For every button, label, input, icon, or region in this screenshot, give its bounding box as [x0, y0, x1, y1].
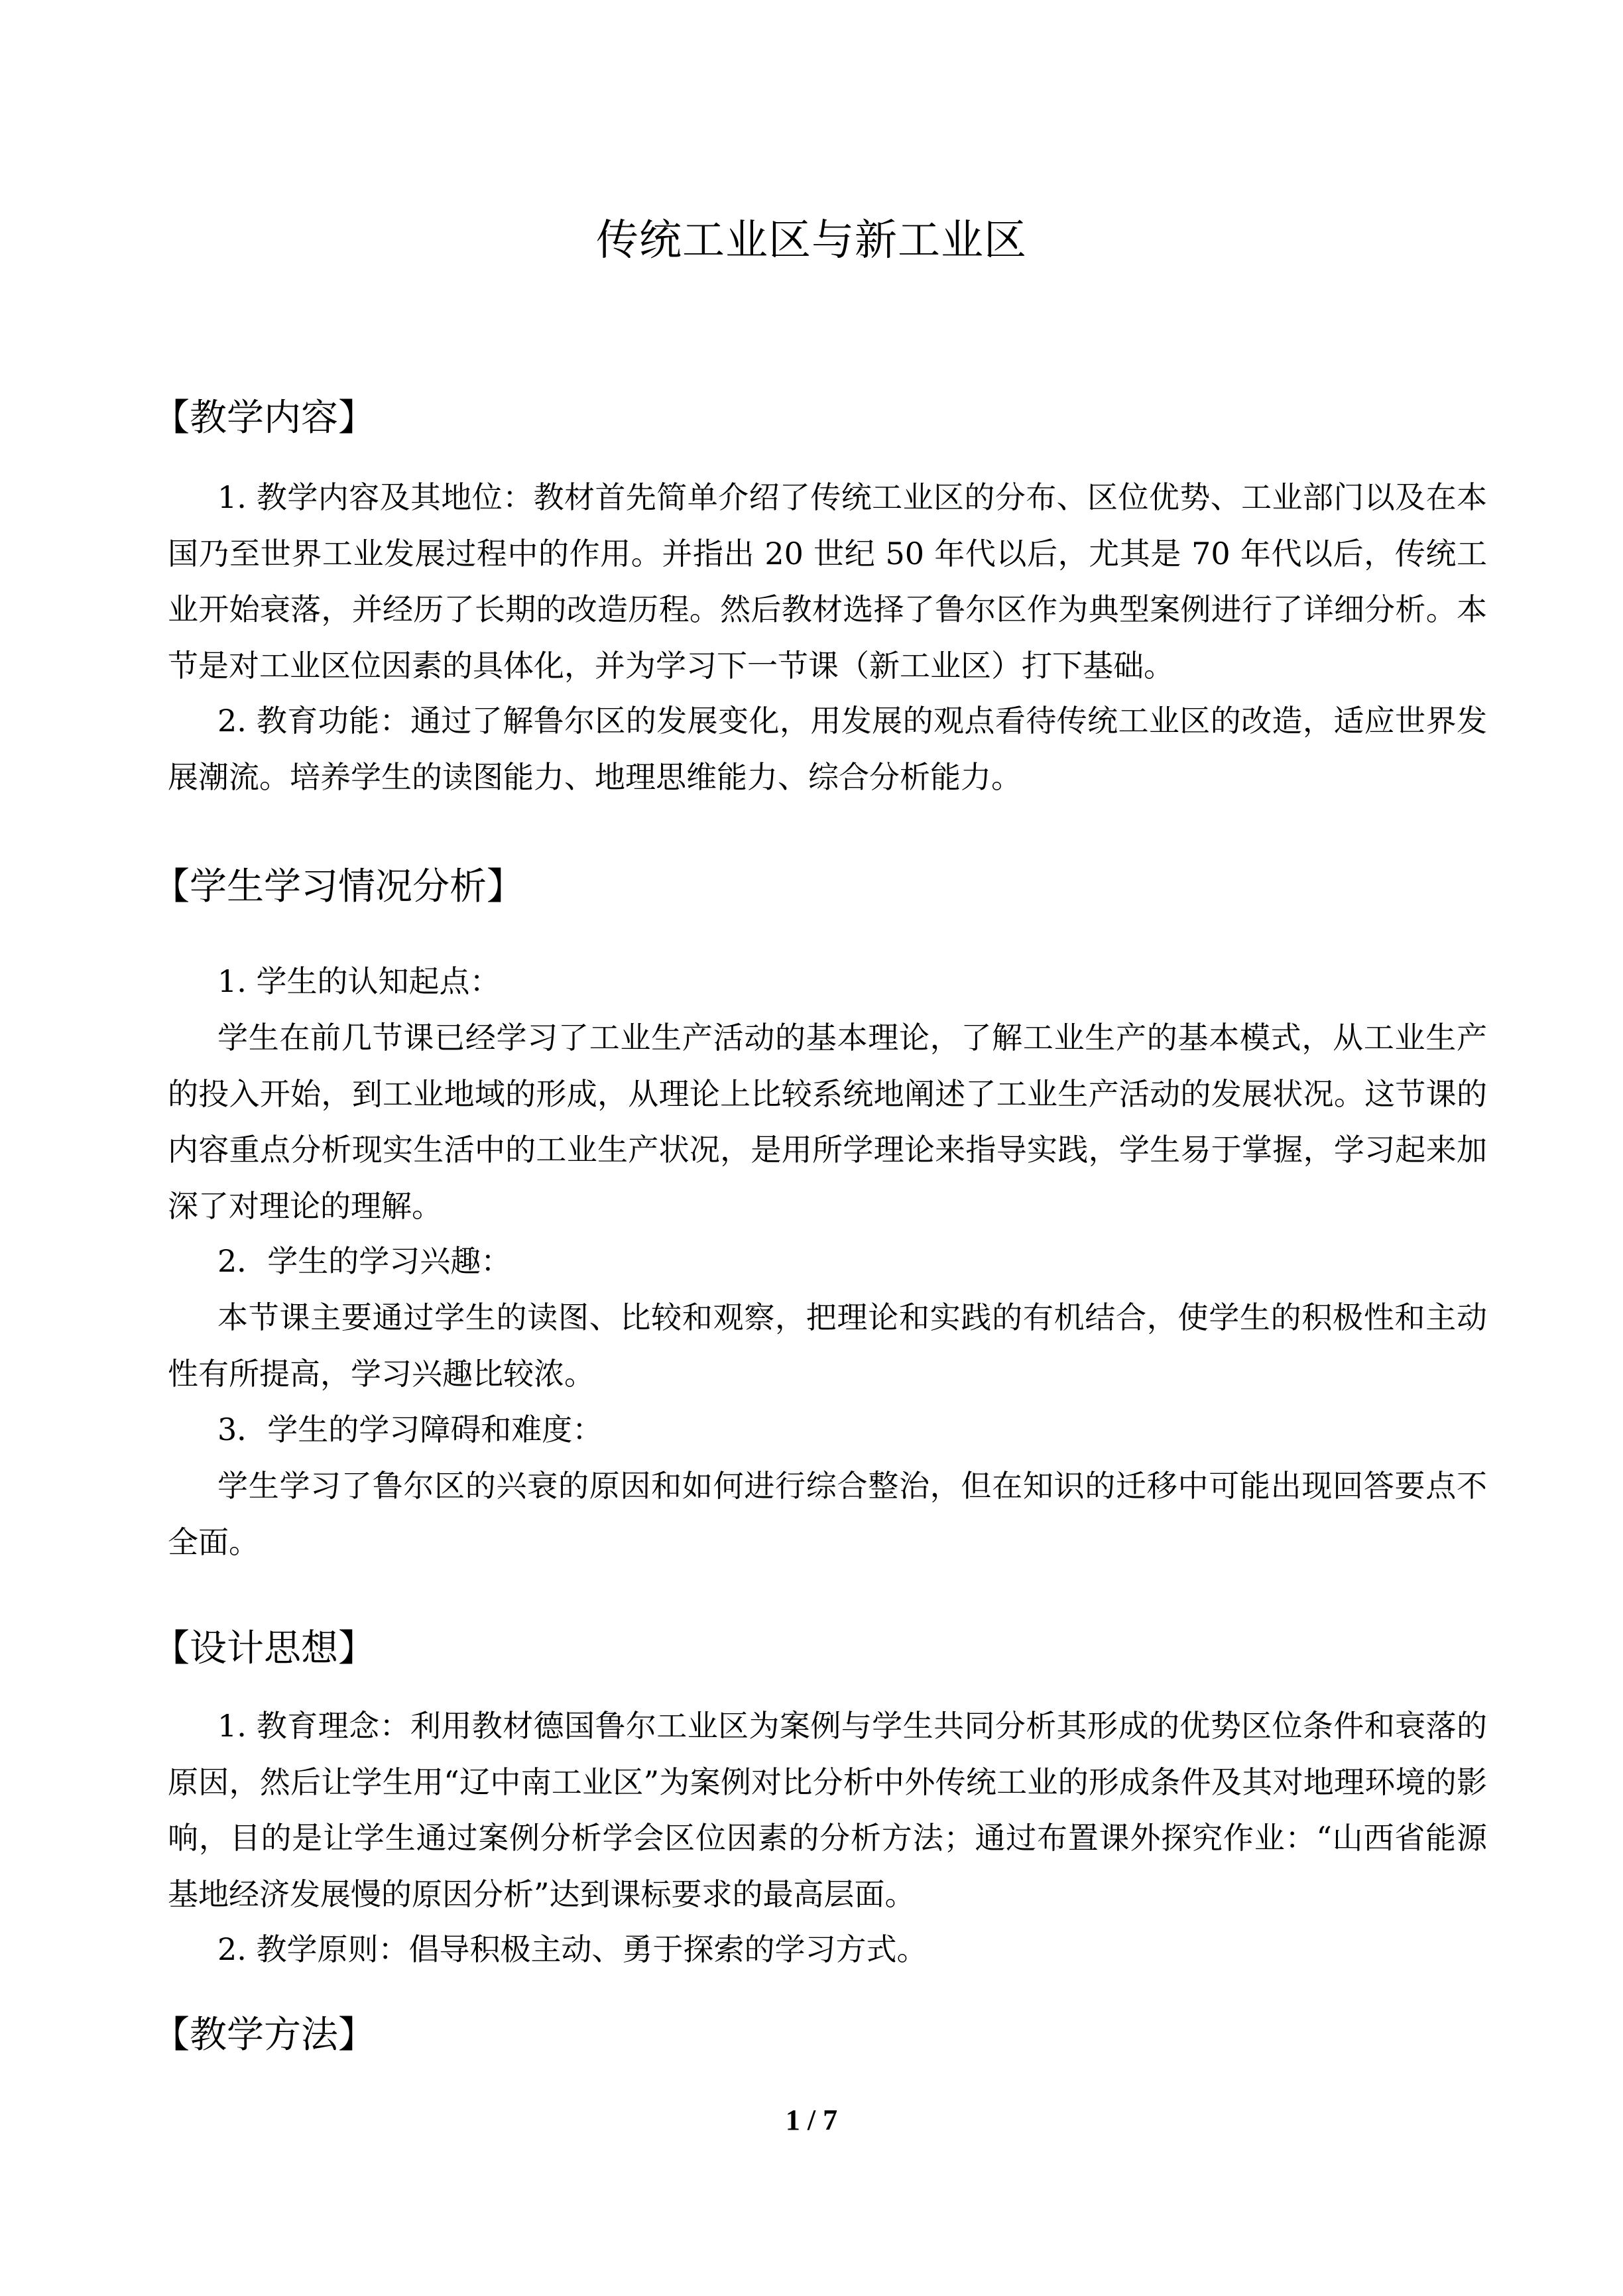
- page-number: 1 / 7: [785, 2104, 838, 2136]
- subheading-cognitive-start: 1. 学生的认知起点：: [217, 963, 501, 999]
- paragraph-learning-interest: 本节课主要通过学生的读图、比较和观察，把理论和实践的有机结合，使学生的积极性和主动性有所提高，学习兴趣比较浓。: [168, 1299, 1487, 1392]
- paragraph-cognitive-start: 学生在前几节课已经学习了工业生产活动的基本理论，了解工业生产的基本模式，从工业生产的投入开始，到工业地域的形成，从理论上比较系统地阐述了工业生产活动的发展状况。这节课的内容重点分析现实生活中的工业生产状况，是用所学理论来指导实践，学生易于掌握，学习起来加深了对理论的理解。: [168, 1020, 1487, 1224]
- document-title: 传统工业区与新工业区: [596, 216, 1027, 265]
- section-heading-teaching-method: 【教学方法】: [152, 2014, 375, 2057]
- paragraph-education-function: 2. 教育功能：通过了解鲁尔区的发展变化，用发展的观点看待传统工业区的改造，适应世界发展潮流。培养学生的读图能力、地理思维能力、综合分析能力。: [168, 703, 1487, 795]
- paragraph-learning-obstacles: 学生学习了鲁尔区的兴衰的原因和如何进行综合整治，但在知识的迁移中可能出现回答要点不全面。: [168, 1468, 1487, 1560]
- subheading-learning-obstacles: 3．学生的学习障碍和难度：: [217, 1412, 603, 1447]
- subheading-learning-interest: 2．学生的学习兴趣：: [217, 1243, 512, 1279]
- paragraph-teaching-principle: 2. 教学原则：倡导积极主动、勇于探索的学习方式。: [217, 1931, 928, 1967]
- paragraph-content-position: 1. 教学内容及其地位：教材首先简单介绍了传统工业区的分布、区位优势、工业部门以及在本国乃至世界工业发展过程中的作用。并指出 20 世纪 50 年代以后，尤其是 70 年代以后，传统工业开始衰落，并经历了长期的改造历程。然后教材选择了鲁尔区作为典型案例进行了详细分析。本节是对工业区位因素的具体化，并为学习下一节课（新工业区）打下基础。: [168, 479, 1487, 684]
- section-heading-teaching-content: 【教学内容】: [152, 396, 375, 440]
- section-heading-student-analysis: 【学生学习情况分析】: [152, 865, 524, 908]
- section-heading-design-idea: 【设计思想】: [152, 1627, 375, 1670]
- paragraph-education-philosophy: 1. 教育理念：利用教材德国鲁尔工业区为案例与学生共同分析其形成的优势区位条件和衰落的原因，然后让学生用“辽中南工业区”为案例对比分析中外传统工业的形成条件及其对地理环境的影响，目的是让学生通过案例分析学会区位因素的分析方法；通过布置课外探究作业：“山西省能源基地经济发展慢的原因分析”达到课标要求的最高层面。: [168, 1708, 1487, 1912]
